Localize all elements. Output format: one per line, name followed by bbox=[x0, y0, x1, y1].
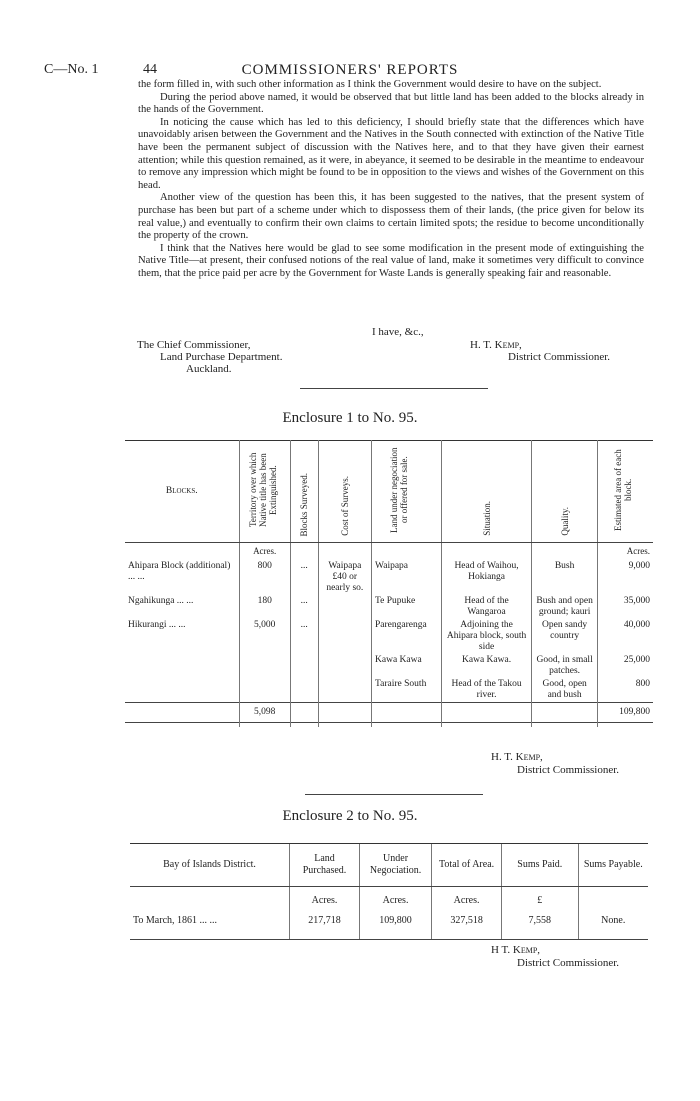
territory-value: 800 bbox=[239, 560, 290, 595]
paragraph: During the period above named, it would be observed that but little land has been added to the blocks already in the hands of the Government. bbox=[138, 91, 644, 116]
quality-value: Open sandy country bbox=[532, 619, 598, 654]
cost-value bbox=[318, 595, 371, 619]
area-value: 9,000 bbox=[597, 560, 653, 595]
paragraph: I think that the Natives here would be glad to see some modification in the present mode of extinguishing the Native Title—at present, their confused notions of the real value of land, make it sometimes very difficult to convince them, that the price paid per acre by the Government for Waste Lands is generally speaking fair and reasonable. bbox=[138, 242, 644, 279]
surveyed-value bbox=[290, 678, 318, 703]
header-paid: Sums Paid. bbox=[502, 844, 578, 887]
land-name: Parengarenga bbox=[372, 619, 442, 654]
enclosure-title: Enclosure 2 to No. 95. bbox=[282, 808, 418, 824]
letter-body bbox=[138, 79, 644, 281]
quality-value: Bush bbox=[532, 560, 598, 595]
section-divider bbox=[300, 388, 488, 389]
territory-value: 180 bbox=[239, 595, 290, 619]
block-name bbox=[125, 678, 239, 703]
table-row bbox=[125, 654, 653, 678]
signer-title: District Commissioner. bbox=[517, 764, 620, 776]
signer-title: District Commissioner. bbox=[508, 351, 611, 363]
header-total: Total of Area. bbox=[432, 844, 502, 887]
table-row bbox=[125, 560, 653, 595]
table-row bbox=[130, 911, 648, 940]
page-title: COMMISSIONERS' REPORTS bbox=[241, 62, 459, 78]
area-value: 40,000 bbox=[597, 619, 653, 654]
header-blocks: Blocks. bbox=[125, 440, 239, 543]
signer-name: H. T. Kemp, bbox=[491, 751, 543, 763]
situation-value: Head of the Wangaroa bbox=[441, 595, 531, 619]
area-value: 25,000 bbox=[597, 654, 653, 678]
territory-total: 5,098 bbox=[239, 703, 290, 723]
quality-value: Bush and open ground; kauri bbox=[532, 595, 598, 619]
header-territory: Territory over which Native title has been Extinguished. bbox=[247, 452, 278, 528]
purchased-value: 217,718 bbox=[290, 911, 360, 940]
table-row bbox=[125, 595, 653, 619]
header-negotiation: Land under negociation or offered for sale. bbox=[389, 447, 410, 533]
territory-value: 5,000 bbox=[239, 619, 290, 654]
header-negotiation: Under Negociation. bbox=[359, 844, 431, 887]
surveyed-value: ... bbox=[290, 619, 318, 654]
paid-value: 7,558 bbox=[502, 911, 578, 940]
block-name bbox=[125, 654, 239, 678]
situation-value: Adjoining the Ahipara block, south side bbox=[441, 619, 531, 654]
page-number: 44 bbox=[143, 62, 157, 77]
paragraph: the form filled in, with such other information as I think the Government would desire to have on the subject. bbox=[138, 79, 602, 90]
negotiation-value: 109,800 bbox=[359, 911, 431, 940]
enclosure-title: Enclosure 1 to No. 95. bbox=[282, 410, 418, 426]
unit-label: Acres. bbox=[290, 887, 360, 912]
situation-value: Kawa Kawa. bbox=[441, 654, 531, 678]
block-name: Hikurangi ... ... bbox=[128, 620, 186, 630]
block-name: Ngahikunga ... ... bbox=[128, 596, 194, 606]
header-surveyed: Blocks Surveyed. bbox=[299, 472, 310, 536]
header-situation: Situation. bbox=[481, 501, 492, 536]
paragraph: Another view of the question has been this, it has been suggested to the natives, that the present system of purchase has been but part of a scheme under which to dispossess them of their lands, (the price given for below its real value,) and eventually to confirm their own claims to certain limited spots; the residue to become unconditionally the property of the crown. bbox=[138, 192, 644, 242]
header-quality: Quality. bbox=[559, 507, 570, 536]
document-reference: C—No. 1 bbox=[44, 62, 99, 77]
header-payable: Sums Payable. bbox=[578, 844, 648, 887]
territory-value bbox=[239, 678, 290, 703]
enclosure-1-table bbox=[125, 440, 653, 727]
cost-value bbox=[318, 654, 371, 678]
land-name: Taraire South bbox=[372, 678, 442, 703]
payable-value: None. bbox=[578, 911, 648, 940]
unit-label: Acres. bbox=[359, 887, 431, 912]
cost-value bbox=[318, 619, 371, 654]
territory-value bbox=[239, 654, 290, 678]
unit-label: Acres. bbox=[597, 543, 653, 561]
addressee-line: Auckland. bbox=[186, 363, 232, 375]
table-row bbox=[125, 678, 653, 703]
section-divider bbox=[305, 794, 483, 795]
addressee-line: Land Purchase Department. bbox=[160, 351, 283, 363]
quality-value: Good, in small patches. bbox=[532, 654, 598, 678]
land-name: Kawa Kawa bbox=[372, 654, 442, 678]
surveyed-value: ... bbox=[290, 560, 318, 595]
table-row bbox=[125, 619, 653, 654]
area-value: 800 bbox=[597, 678, 653, 703]
header-cost: Cost of Surveys. bbox=[339, 476, 350, 536]
total-value: 327,518 bbox=[432, 911, 502, 940]
area-value: 35,000 bbox=[597, 595, 653, 619]
cost-value bbox=[318, 678, 371, 703]
situation-value: Head of Waihou, Hokianga bbox=[441, 560, 531, 595]
signer-title: District Commissioner. bbox=[517, 957, 620, 969]
unit-label: Acres. bbox=[432, 887, 502, 912]
land-name: Te Pupuke bbox=[372, 595, 442, 619]
area-total: 109,800 bbox=[597, 703, 653, 723]
block-name: Ahipara Block (additional) ... ... bbox=[128, 561, 231, 582]
addressee-line: The Chief Commissioner, bbox=[137, 339, 251, 351]
surveyed-value bbox=[290, 654, 318, 678]
header-district: Bay of Islands District. bbox=[130, 844, 290, 887]
signer-name: H T. Kemp, bbox=[491, 944, 541, 956]
unit-label: Acres. bbox=[239, 543, 290, 561]
quality-value: Good, open and bush bbox=[532, 678, 598, 703]
totals-row bbox=[125, 703, 653, 723]
land-name: Waipapa bbox=[372, 560, 442, 595]
salutation: I have, &c., bbox=[372, 326, 424, 338]
header-purchased: Land Purchased. bbox=[290, 844, 360, 887]
enclosure-2-table bbox=[130, 843, 648, 940]
surveyed-value: ... bbox=[290, 595, 318, 619]
district-period: To March, 1861 ... ... bbox=[130, 911, 290, 940]
paragraph: In noticing the cause which has led to this deficiency, I should briefly state that the differences which have unavoidably arisen between the Government and the Natives in the South connected with extinction of the Native Title have been the permanent subject of discussion with the Natives here, and to that they have given their earnest attention; while this question remained, as it were, in abeyance, it seemed to be desirable in the meantime to endeavour to remove any impression which might be found to be in opposition to the views and wishes of the Government on this head. bbox=[138, 116, 644, 191]
signer-name: H. T. Kemp, bbox=[470, 339, 522, 351]
cost-value: Waipapa £40 or nearly so. bbox=[318, 560, 371, 595]
header-area: Estimated area of each block. bbox=[613, 449, 634, 531]
situation-value: Head of the Takou river. bbox=[441, 678, 531, 703]
unit-label: £ bbox=[502, 887, 578, 912]
